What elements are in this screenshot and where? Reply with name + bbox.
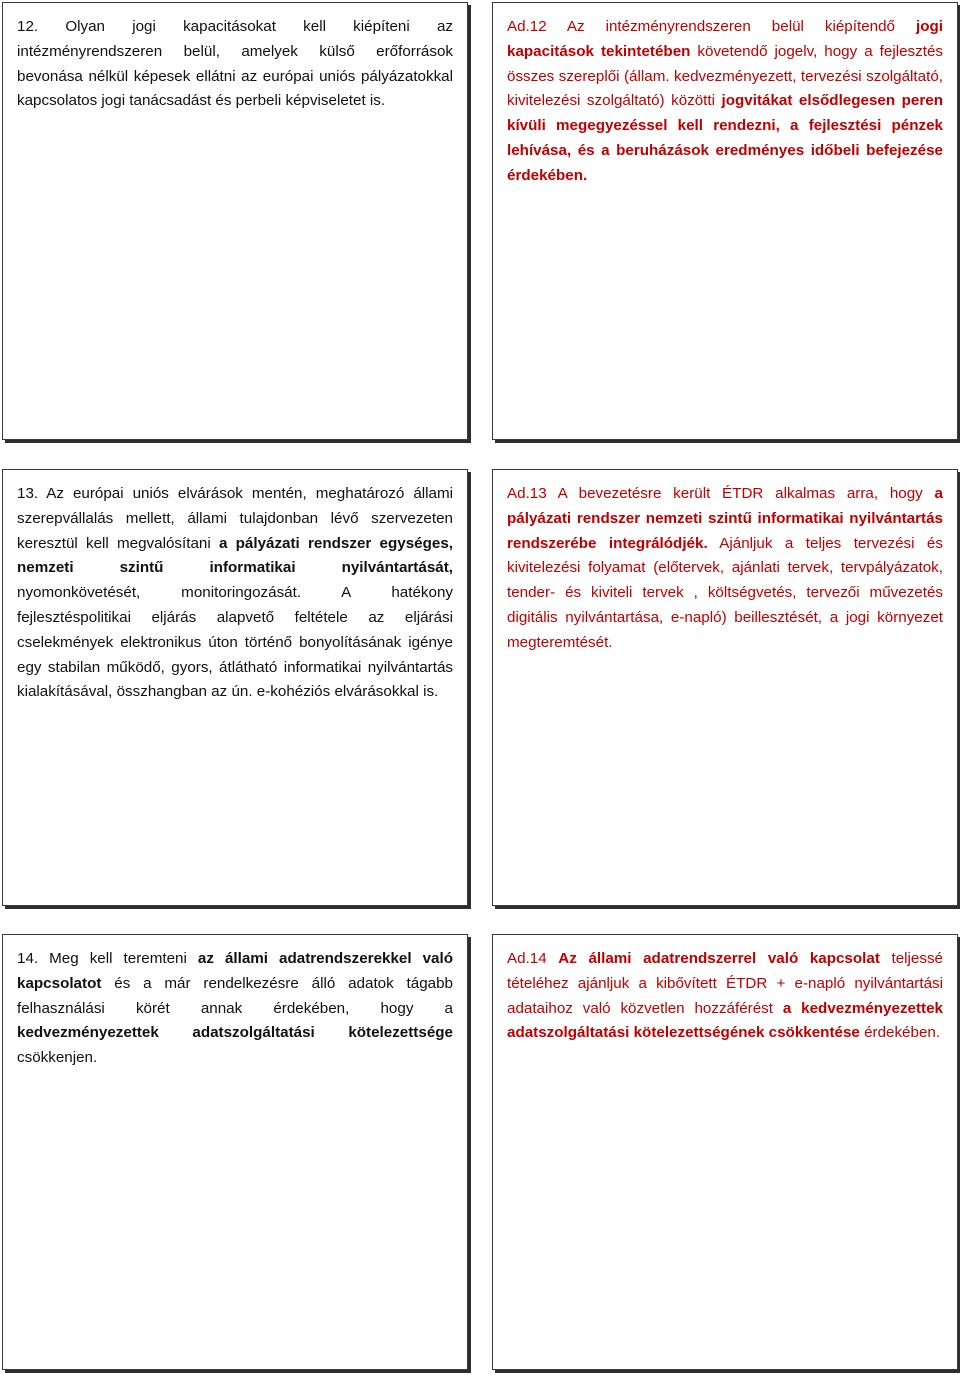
proposal-14-bold-connection: az állami adatrendszerekkel való kapcsolatot	[17, 950, 453, 992]
proposal-14-bold-obligation: kedvezményezettek adatszolgáltatási kötelezettsége	[17, 1024, 453, 1042]
response-13-intro: Ad.13 A bevezetésre került ÉTDR alkalmas arra, hogy	[507, 485, 935, 502]
response-12-box	[492, 2, 958, 440]
proposal-13-intro: 13. Az európai uniós elvárások mentén, meghatározó állami szerepvállalás mellett, állami tulajdonban lévő szervezeten keresztül kell megvalósítani	[17, 485, 453, 552]
response-12-text	[507, 15, 943, 189]
proposal-13-text	[17, 482, 453, 705]
proposal-14-middle: és a már rendelkezésre álló adatok tágabb felhasználási körét annak érdekében, hogy a	[17, 974, 453, 1017]
response-14-end: érdekében.	[859, 1024, 941, 1042]
response-14-box	[492, 934, 958, 1370]
response-14-text	[507, 947, 943, 1046]
response-13-rest: Ajánljuk a teljes tervezési és kivitelezési folyamat (előtervek, ajánlati tervek, tervpályázatok, tender- és kiviteli tervek , költségvetés, tervezői művezetés digitális nyilvántartása, e-napló) beillesztését, a jogi környezet megteremtését.	[507, 534, 943, 651]
response-13-text	[507, 482, 943, 656]
proposal-14-text	[17, 947, 453, 1071]
response-13-box	[492, 469, 958, 906]
proposal-13-rest: nyomonkövetését, monitoringozását. A hatékony fejlesztéspolitikai eljárás alapvető feltétele az eljárási cselekmények elektronikus úton történő bonyolításának igénye egy stabilan működő, gyors, átlátható informatikai nyilvántartás kialakításával, összhangban az ún. e-kohéziós elvárásokkal is.	[17, 584, 453, 701]
proposal-12-box	[2, 2, 468, 440]
proposal-14-intro: 14. Meg kell teremteni	[17, 950, 198, 967]
proposal-12-text: 12. Olyan jogi kapacitásokat kell kiépíteni az intézményrendszeren belül, amelyek külső erőforrások bevonása nélkül képesek ellátni az európai uniós pályázatokkal kapcsolatos jogi tanácsadást és perbeli képviseletet is.	[17, 18, 453, 110]
response-13-bold-integration: a pályázati rendszer nemzeti szintű informatikai nyilvántartás rendszerébe integrálódjék.	[507, 485, 943, 552]
proposal-13-bold-registry: a pályázati rendszer egységes, nemzeti szintű informatikai nyilvántartását,	[17, 534, 453, 577]
response-14-intro: Ad.14	[507, 950, 559, 967]
response-12-intro: Ad.12 Az intézményrendszeren belül kiépítendő	[507, 18, 916, 35]
proposal-14-box	[2, 934, 468, 1370]
proposal-14-end: csökkenjen.	[17, 1049, 98, 1067]
response-12-bold-disputes: jogvitákat elsődlegesen peren kívüli megegyezéssel kell rendezni, a fejlesztési pénzek lehívása, és a beruházások eredményes időbeli befejezése érdekében.	[507, 92, 944, 184]
response-14-middle: teljessé tételéhez ajánljuk a kibővített ÉTDR + e-napló nyilvántartási adataihoz való közvetlen hozzáférést	[507, 950, 943, 1017]
response-14-bold-connection: Az állami adatrendszerrel való kapcsolat	[558, 950, 880, 967]
proposal-13-box	[2, 469, 468, 906]
response-14-bold-reduction: a kedvezményezettek adatszolgáltatási kötelezettségének csökkentése	[507, 999, 943, 1042]
response-12-bold-capacities: jogi kapacitások tekintetében	[507, 18, 943, 60]
response-12-middle: követendő jogelv, hogy a fejlesztés összes szereplői (állam. kedvezményezett, tervezési szolgáltató, kivitelezési szolgáltató) közötti	[507, 42, 943, 110]
